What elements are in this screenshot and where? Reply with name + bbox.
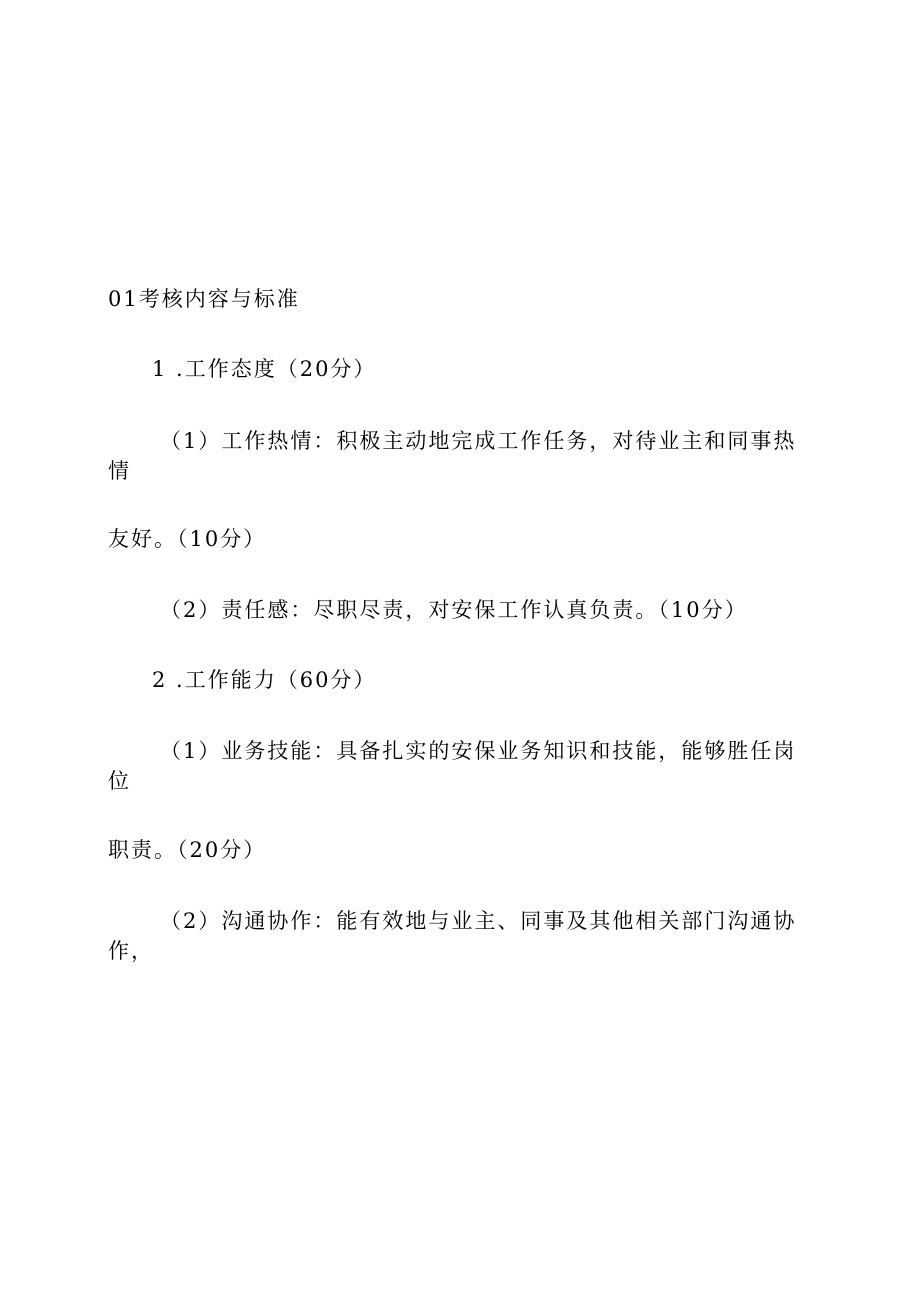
section-title-work-attitude: 1 .工作态度（20分） xyxy=(152,357,377,381)
paragraph-communication-line1: （2）沟通协作：能有效地与业主、同事及其他相关部门沟通协 xyxy=(160,909,797,933)
paragraph-business-skills-line1: （1）业务技能：具备扎实的安保业务知识和技能，能够胜任岗 xyxy=(160,739,797,763)
paragraph-communication-line2: 作， xyxy=(108,939,154,963)
paragraph-responsibility: （2）责任感：尽职尽责，对安保工作认真负责。（10分） xyxy=(160,598,748,622)
paragraph-business-skills-line2: 位 xyxy=(108,769,131,793)
paragraph-business-skills-line3: 职责。（20分） xyxy=(108,838,267,862)
paragraph-work-enthusiasm-line2: 情 xyxy=(108,459,131,483)
paragraph-work-enthusiasm-line3: 友好。（10分） xyxy=(108,527,267,551)
paragraph-work-enthusiasm-line1: （1）工作热情：积极主动地完成工作任务，对待业主和同事热 xyxy=(160,429,797,453)
section-heading: 01考核内容与标准 xyxy=(108,287,300,311)
section-title-work-ability: 2 .工作能力（60分） xyxy=(152,668,377,692)
